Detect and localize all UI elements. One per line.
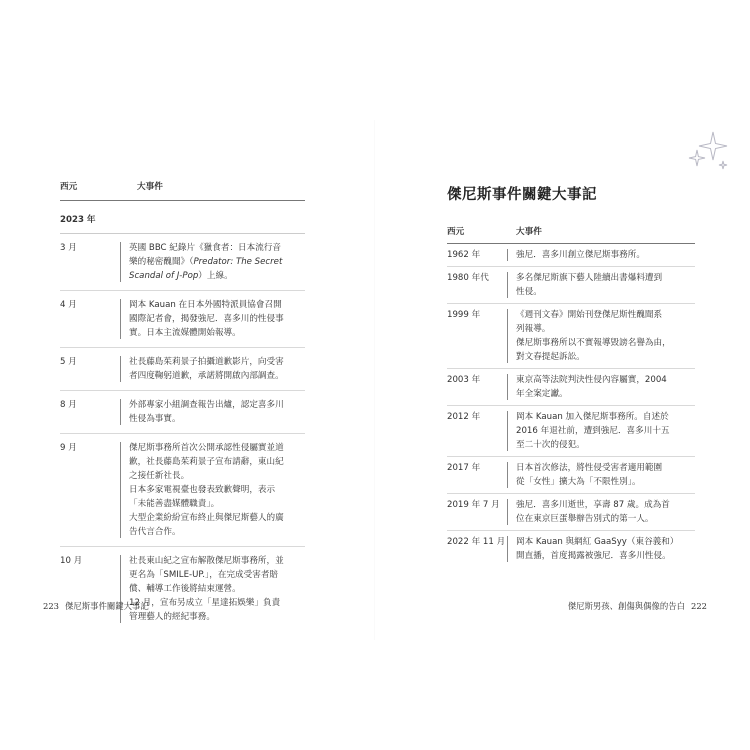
page-gutter bbox=[374, 120, 375, 640]
row-divider bbox=[120, 356, 121, 382]
event-line: 傑尼斯事務所以不實報導毀謗名譽為由， bbox=[516, 338, 671, 348]
table-row bbox=[60, 291, 305, 348]
row-divider bbox=[120, 555, 121, 623]
running-title: 傑尼斯事件關鍵大事記 bbox=[65, 601, 149, 611]
event-line: 性侵。 bbox=[516, 287, 542, 297]
running-title: 傑尼斯男孩、創傷與偶像的告白 bbox=[567, 601, 685, 611]
table-row bbox=[60, 434, 305, 547]
event-line: 強尼．喜多川創立傑尼斯事務所。 bbox=[516, 250, 645, 260]
table-row bbox=[447, 406, 695, 457]
row-divider bbox=[120, 399, 121, 425]
row-divider bbox=[507, 411, 508, 451]
row-year: 5 月 bbox=[60, 357, 77, 367]
event-line: 告代言合作。 bbox=[129, 527, 181, 537]
row-year: 3 月 bbox=[60, 243, 77, 253]
event-line: 歉，社長藤島茱莉景子宣布請辭，東山紀 bbox=[129, 457, 284, 467]
event-line: 東京高等法院判決性侵內容屬實，2004 bbox=[516, 375, 667, 385]
row-year: 10 月 bbox=[60, 556, 83, 566]
row-event bbox=[516, 535, 695, 563]
event-line: 強尼．喜多川逝世，享壽 87 歲。成為首 bbox=[516, 500, 670, 510]
row-event bbox=[516, 410, 695, 452]
event-line: 年全案定讞。 bbox=[516, 389, 568, 399]
row-divider bbox=[120, 299, 121, 339]
event-line: 傑尼斯事務所首次公開承認性侵屬實並道 bbox=[129, 443, 284, 453]
right-timeline-table bbox=[447, 225, 695, 567]
event-line: 岡本 Kauan 與網紅 GaaSyy（東谷義和） bbox=[516, 537, 679, 547]
table-row bbox=[60, 391, 305, 434]
event-line: 日本首次修法，將性侵受害者適用範圍 bbox=[516, 463, 663, 473]
event-line: 外部專家小組調查報告出爐，認定喜多川 bbox=[129, 400, 284, 410]
event-line: 列報導。 bbox=[516, 324, 551, 334]
row-event bbox=[516, 308, 695, 364]
era-label: 2023 年 bbox=[60, 215, 96, 225]
row-event bbox=[129, 554, 305, 624]
row-year: 2012 年 bbox=[447, 412, 481, 422]
row-year: 8 月 bbox=[60, 400, 77, 410]
event-line: 《週刊文春》開始刊登傑尼斯性醜聞系 bbox=[516, 310, 663, 320]
row-event bbox=[129, 298, 305, 340]
event-line: 性侵為事實。 bbox=[129, 414, 181, 424]
table-row bbox=[60, 234, 305, 291]
left-table-header bbox=[60, 180, 305, 194]
event-line: 對文春提起訴訟。 bbox=[516, 352, 585, 362]
event-line: 開直播，首度揭露被強尼．喜多川性侵。 bbox=[516, 551, 671, 561]
row-year: 2022 年 11 月 bbox=[447, 537, 506, 547]
event-line: 位在東京巨蛋舉辦告別式的第一人。 bbox=[516, 514, 654, 524]
row-divider bbox=[507, 374, 508, 400]
row-year: 4 月 bbox=[60, 300, 77, 310]
page-number: 223 bbox=[43, 601, 59, 611]
left-timeline-table bbox=[60, 180, 305, 631]
event-line: ）上線。 bbox=[198, 271, 233, 281]
event-line: 多名傑尼斯旗下藝人陸續出書爆料遭到 bbox=[516, 273, 663, 283]
event-line: 岡本 Kauan 在日本外國特派員協會召開 bbox=[129, 300, 282, 310]
event-line: 日本多家電視臺也發表致歉聲明，表示 bbox=[129, 485, 276, 495]
row-divider bbox=[120, 242, 121, 282]
event-line: 社長東山紀之宣布解散傑尼斯事務所，並 bbox=[129, 556, 284, 566]
event-line: 2016 年退社前，遭到強尼．喜多川十五 bbox=[516, 426, 670, 436]
table-row bbox=[447, 531, 695, 567]
event-line: 者四度鞠躬道歉，承諾將開啟內部調查。 bbox=[129, 371, 284, 381]
page-number: 222 bbox=[691, 601, 707, 611]
right-header-year: 西元 bbox=[447, 227, 465, 237]
row-divider bbox=[507, 272, 508, 298]
row-year: 2019 年 7 月 bbox=[447, 500, 500, 510]
event-line: 之接任新社長。 bbox=[129, 471, 190, 481]
table-row bbox=[447, 457, 695, 494]
right-page-footer bbox=[568, 600, 713, 612]
row-event bbox=[516, 498, 695, 526]
event-line: 國際記者會，揭發強尼．喜多川的性侵事 bbox=[129, 314, 284, 324]
row-year: 1962 年 bbox=[447, 250, 481, 260]
event-line: 12 月，宣布另成立「星達拓娛樂」負責 bbox=[129, 598, 281, 608]
right-table-header bbox=[447, 225, 695, 244]
event-line: 實。日本主流媒體開始報導。 bbox=[129, 328, 241, 338]
table-row bbox=[447, 369, 695, 406]
event-line: 償、輔導工作後將結束運營。 bbox=[129, 584, 241, 594]
row-event bbox=[129, 355, 305, 383]
row-event bbox=[129, 241, 305, 283]
event-line: 樂的秘密醜聞》（ bbox=[129, 257, 194, 267]
event-line: 更名為「SMILE-UP.」，在完成受害者賠 bbox=[129, 570, 279, 580]
event-line-italic: Predator: The Secret bbox=[193, 257, 283, 267]
row-divider bbox=[507, 309, 508, 363]
row-divider bbox=[120, 442, 121, 538]
event-line: 至二十次的侵犯。 bbox=[516, 440, 585, 450]
row-divider bbox=[507, 462, 508, 488]
row-event bbox=[516, 271, 695, 299]
row-year: 1999 年 bbox=[447, 310, 481, 320]
table-row bbox=[447, 244, 695, 267]
table-row bbox=[60, 547, 305, 631]
left-header-event: 大事件 bbox=[137, 182, 163, 192]
left-page-footer bbox=[37, 600, 149, 612]
sparkle-icon bbox=[683, 128, 731, 176]
table-row bbox=[447, 304, 695, 369]
left-header-year: 西元 bbox=[60, 182, 78, 192]
table-row bbox=[60, 348, 305, 391]
row-year: 1980 年代 bbox=[447, 273, 489, 283]
row-divider bbox=[507, 536, 508, 562]
page-title: 傑尼斯事件關鍵大事記 bbox=[447, 187, 597, 203]
event-line: 大型企業紛紛宣布終止與傑尼斯藝人的廣 bbox=[129, 513, 284, 523]
row-year: 2003 年 bbox=[447, 375, 481, 385]
event-line: 從「女性」擴大為「不限性別」。 bbox=[516, 477, 641, 487]
event-line: 英國 BBC 紀錄片《獵食者：日本流行音 bbox=[129, 243, 282, 253]
event-line: 「未能善盡媒體職責」。 bbox=[129, 499, 220, 509]
event-line: 社長藤島茱莉景子拍攝道歉影片，向受害 bbox=[129, 357, 284, 367]
row-event bbox=[516, 373, 695, 401]
row-year: 9 月 bbox=[60, 443, 77, 453]
table-row bbox=[447, 267, 695, 304]
row-event bbox=[129, 398, 305, 426]
event-line-italic: Scandal of J-Pop bbox=[129, 271, 199, 281]
table-row bbox=[447, 494, 695, 531]
right-header-event: 大事件 bbox=[516, 227, 542, 237]
row-year: 2017 年 bbox=[447, 463, 481, 473]
event-line: 岡本 Kauan 加入傑尼斯事務所。自述於 bbox=[516, 412, 669, 422]
row-event bbox=[516, 461, 695, 489]
event-line: 管理藝人的經紀事務。 bbox=[129, 612, 215, 622]
row-event bbox=[516, 248, 695, 262]
row-divider bbox=[507, 499, 508, 525]
row-divider bbox=[507, 249, 508, 261]
row-event bbox=[129, 441, 305, 539]
